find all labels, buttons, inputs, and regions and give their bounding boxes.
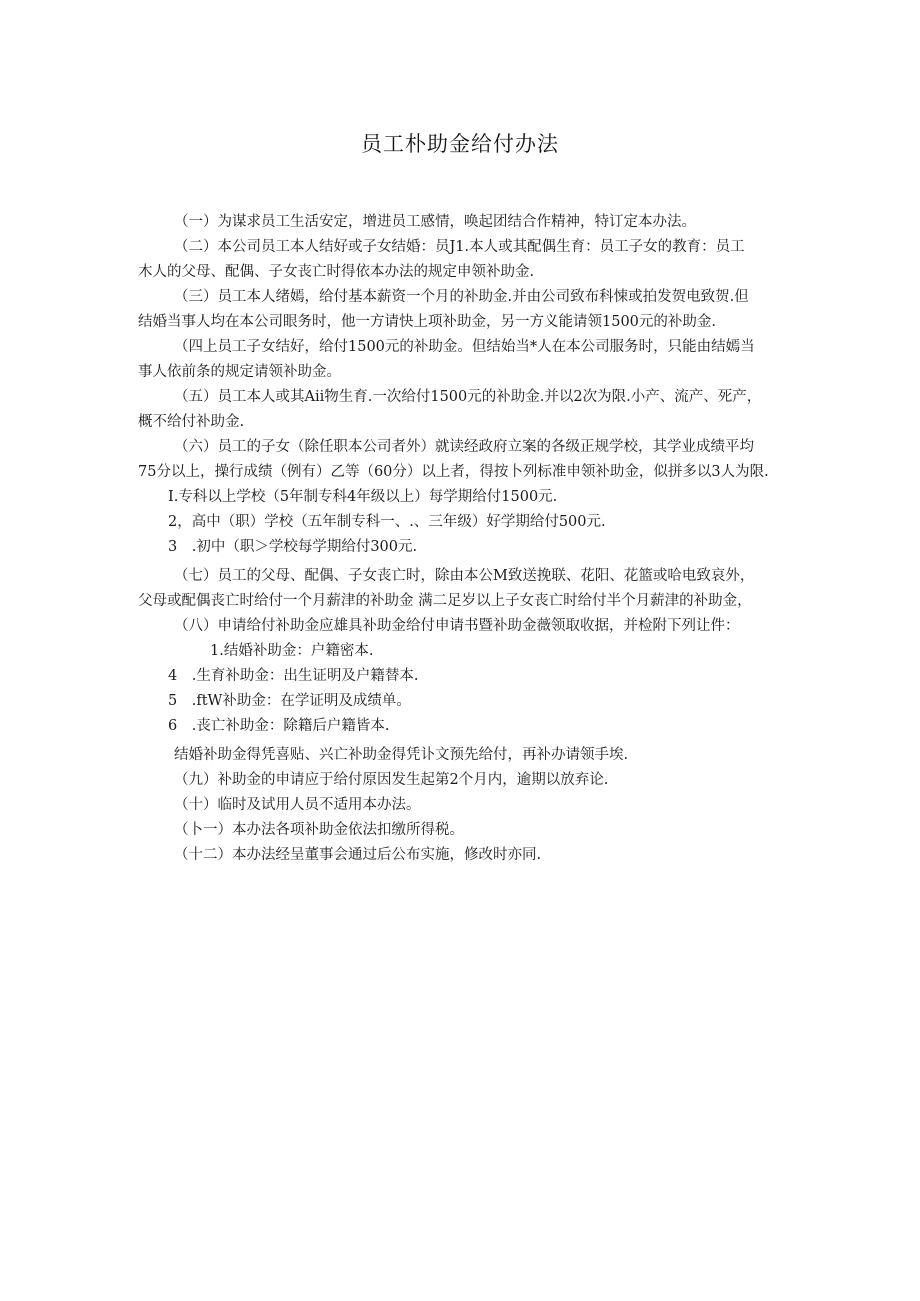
paragraph-12: （十二）本办法经呈董事会通过后公布实施，修改时亦同. [174, 847, 542, 863]
paragraph-8: （八）申请给付补助金应雄具补助金给付申请书暨补助金薇领取收据，并检附下列让件： [174, 618, 740, 634]
paragraph-3-line-2: 结婚当事人均在本公司眼务时，他一方请快上项补助金，另一方义能请领1500元的补助金. [138, 314, 717, 330]
list-item-document-4: 6 .丧亡补助金：除籍后户籍皆本. [168, 718, 390, 734]
list-item-education-1: I.专科以上学校（5年制专科4年级以上）每学期给付1500元. [168, 489, 558, 505]
paragraph-1: （一）为谋求员工生活安定，增进员工感情，唤起团结合作精神，特订定本办法。 [174, 214, 696, 230]
paragraph-2-line-1: （二）本公司员工本人结好或子女结婚：员J1.本人或其配偶生育：员工子女的教育：员工 [174, 239, 745, 255]
paragraph-11: （卜一）本办法各项补助金依法扣缴所得税。 [174, 822, 464, 838]
paragraph-4-line-2: 事人依前条的规定请领补助金。 [138, 364, 341, 380]
list-item-education-3: 3 .初中（职＞学校每学期给付300元. [168, 539, 418, 555]
paragraph-prepayment: 结婚补助金得凭喜贴、兴亡补助金得凭讣文预先给付，再补办请领手埃. [174, 747, 629, 763]
list-item-education-2: 2，高中（职）学校（五年制专科一、.、三年级）好学期给付500元. [168, 514, 606, 530]
paragraph-7-line-1: （七）员工的父母、配偶、子女丧亡时，除由本公M致送挽联、花阳、花篮或哈电致哀外， [174, 568, 755, 584]
paragraph-7-line-2: 父母或配偶丧亡时给付一个月薪津的补助金 满二足岁以上子女丧亡时给付半个月薪津的补助金， [138, 593, 752, 609]
paragraph-9: （九）补助金的申请应于给付原因发生起第2个月内，逾期以放弃论. [174, 772, 609, 788]
paragraph-4-line-1: （四上员工子女结好，给付1500元的补助金。但结始当*人在本公司服务时，只能由结嫣当 [174, 339, 755, 355]
paragraph-6-line-1: （六）员工的子女（除任职本公司者外）就读经政府立案的各级正规学校，其学业成绩平均 [174, 439, 754, 455]
document-body [138, 212, 782, 870]
paragraph-2-line-2: 木人的父母、配偶、子女丧亡时得依本办法的规定申领补助金. [138, 264, 535, 280]
list-item-document-2: 4 .生育补助金：出生证明及户籍替本. [168, 668, 419, 684]
paragraph-5-line-1: （五）员工本人或其Aii物生育.一次给付1500元的补助金.并以2次为限.小产、流产、死产， [174, 389, 762, 405]
paragraph-5-line-2: 概不给付补助金. [138, 414, 245, 430]
list-item-document-3: 5 .ftW补助金：在学证明及成绩单。 [168, 693, 411, 709]
paragraph-3-line-1: （三）员工本人绪嫣，给付基本薪资一个月的补助金.并由公司致布科悚或拍发贺电致贺.但 [174, 289, 749, 305]
document-title: 员工朴助金给付办法 [361, 132, 559, 156]
paragraph-6-line-2: 75分以上，操行成绩（例有）乙等（60分）以上者，得按卜列标准申领补助金，似拼多以3人为限. [138, 464, 769, 480]
list-item-document-1: 1.结婚补助金：户籍密本. [210, 643, 374, 659]
paragraph-10: （十）临时及试用人员不适用本办法。 [174, 797, 421, 813]
